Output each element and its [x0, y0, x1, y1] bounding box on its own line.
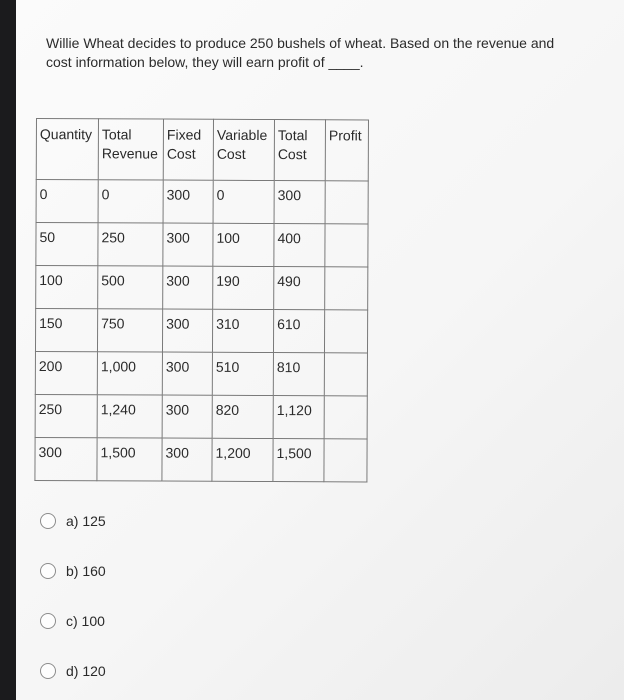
- total-revenue-cell: 750: [97, 309, 162, 352]
- quantity-cell: 200: [35, 351, 97, 394]
- total-cost-cell: 610: [273, 310, 324, 353]
- total-revenue-cell: 1,240: [97, 395, 162, 438]
- question-text: Willie Wheat decides to produce 250 bushels of wheat. Based on the revenue and cost information below, they will earn profit of ____.: [46, 35, 555, 70]
- variable-cost-cell: 190: [213, 266, 274, 309]
- quantity-cell: 50: [36, 223, 98, 266]
- profit-cell[interactable]: [325, 181, 368, 224]
- radio-button-icon[interactable]: [40, 663, 56, 679]
- fixed-cost-cell: 300: [162, 309, 212, 352]
- variable-cost-cell: 820: [212, 395, 273, 438]
- variable-cost-cell: 1,200: [212, 438, 273, 481]
- total-revenue-cell: 1,500: [97, 438, 162, 481]
- table-row: [35, 437, 367, 481]
- total-cost-cell: 1,500: [273, 439, 324, 482]
- fixed-cost-cell: 300: [162, 395, 212, 438]
- header-quantity: Quantity: [36, 119, 98, 180]
- answer-option[interactable]: [40, 596, 106, 646]
- header-total-revenue: Total Revenue: [98, 119, 163, 180]
- table-header-row: [36, 119, 368, 181]
- variable-cost-cell: 0: [213, 180, 274, 223]
- quantity-cell: 0: [36, 180, 98, 223]
- answer-option-label: a) 125: [66, 513, 106, 529]
- radio-button-icon[interactable]: [40, 563, 56, 579]
- total-revenue-cell: 1,000: [97, 352, 162, 395]
- profit-cell[interactable]: [324, 439, 367, 482]
- table-row: [36, 180, 368, 224]
- total-cost-cell: 810: [273, 353, 324, 396]
- fixed-cost-cell: 300: [163, 266, 213, 309]
- table-row: [35, 351, 367, 395]
- profit-cell[interactable]: [324, 353, 367, 396]
- radio-button-icon[interactable]: [40, 613, 56, 629]
- table-row: [36, 223, 368, 267]
- radio-button-icon[interactable]: [40, 513, 56, 529]
- profit-cell[interactable]: [324, 396, 367, 439]
- total-revenue-cell: 500: [98, 266, 163, 309]
- answer-option-label: b) 160: [66, 563, 106, 579]
- total-cost-cell: 300: [274, 181, 325, 224]
- cost-revenue-table: [34, 118, 369, 482]
- header-profit: Profit: [325, 120, 368, 181]
- answer-option-label: d) 120: [66, 663, 106, 679]
- total-cost-cell: 1,120: [273, 396, 324, 439]
- quantity-cell: 300: [35, 437, 97, 480]
- header-variable-cost: Variable Cost: [213, 119, 274, 180]
- profit-cell[interactable]: [324, 310, 367, 353]
- answer-option[interactable]: [40, 646, 106, 696]
- quantity-cell: 250: [35, 394, 97, 437]
- answer-option[interactable]: [40, 496, 106, 546]
- table-row: [36, 266, 368, 310]
- answer-option-label: c) 100: [66, 613, 105, 629]
- header-total-cost: Total Cost: [274, 120, 325, 181]
- quantity-cell: 150: [35, 309, 97, 352]
- total-revenue-cell: 250: [98, 223, 163, 266]
- table-row: [35, 394, 367, 438]
- profit-cell[interactable]: [325, 267, 368, 310]
- table-body: [35, 180, 368, 482]
- fixed-cost-cell: 300: [163, 180, 213, 223]
- header-fixed-cost: Fixed Cost: [163, 119, 213, 180]
- variable-cost-cell: 510: [212, 352, 273, 395]
- total-cost-cell: 400: [274, 224, 325, 267]
- fixed-cost-cell: 300: [163, 223, 213, 266]
- total-revenue-cell: 0: [98, 180, 163, 223]
- variable-cost-cell: 100: [213, 223, 274, 266]
- profit-cell[interactable]: [325, 224, 368, 267]
- total-cost-cell: 490: [274, 267, 325, 310]
- answer-option[interactable]: [40, 546, 106, 596]
- answer-options: [40, 496, 106, 696]
- fixed-cost-cell: 300: [162, 352, 212, 395]
- quantity-cell: 100: [36, 266, 98, 309]
- variable-cost-cell: 310: [212, 309, 273, 352]
- table-row: [35, 309, 367, 353]
- fixed-cost-cell: 300: [162, 438, 212, 481]
